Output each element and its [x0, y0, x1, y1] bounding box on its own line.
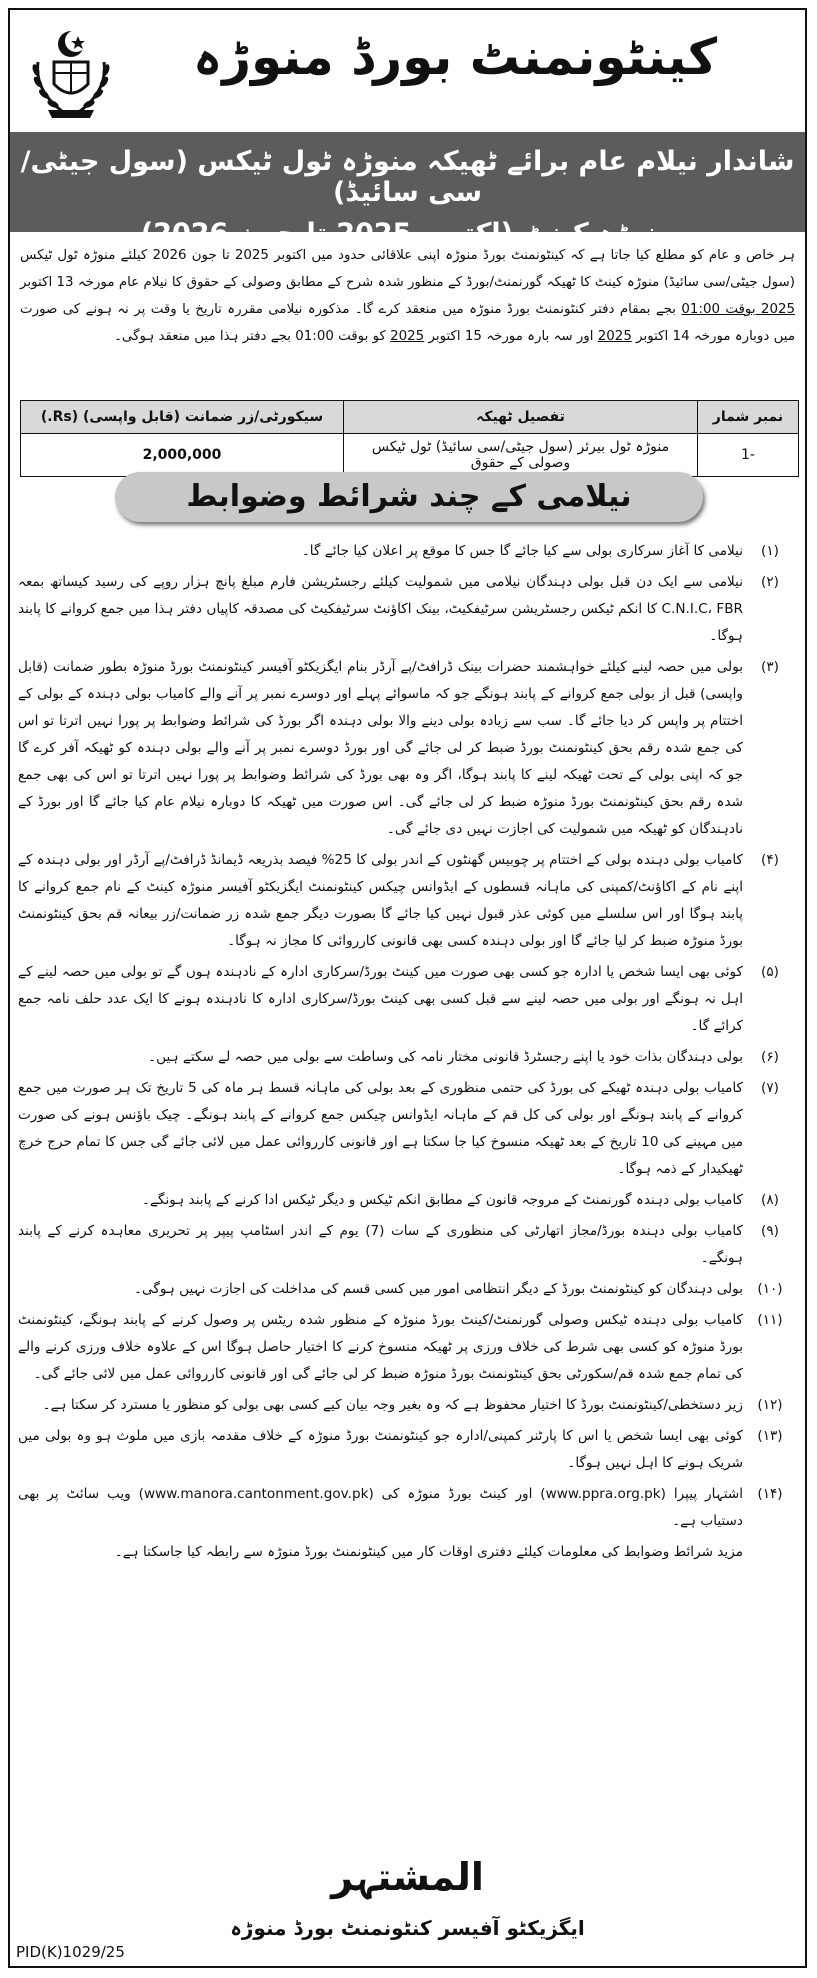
term-item	[18, 959, 797, 1040]
term-item	[18, 1307, 797, 1388]
banner-line-1: شاندار نیلام عام برائے ٹھیکہ منوڑہ ٹول ٹیکس (سول جیٹی/سی سائیڈ)	[20, 146, 795, 208]
auction-banner	[10, 132, 805, 249]
term-item	[18, 1539, 797, 1566]
advertiser-subtitle: ایگزیکٹو آفیسر کنٹونمنٹ بورڈ منوڑہ	[230, 1916, 585, 1940]
term-text: اشتہار پیپرا (www.ppra.org.pk) اور کینٹ بورڈ منوڑہ کی (www.manora.cantonment.gov.pk) ویب سائٹ پر بھی دستیاب ہے۔	[18, 1486, 743, 1529]
term-number: (۱)	[761, 543, 779, 559]
term-item	[18, 1276, 797, 1303]
term-number: (۱۰)	[757, 1281, 783, 1297]
intro-part-4: کو بوقت 01:00 بجے دفتر ہذا میں منعقد ہوگی۔	[114, 329, 386, 344]
term-item	[18, 1218, 797, 1272]
term-number: (۱۴)	[757, 1486, 783, 1502]
col-security: سیکورٹی/زر ضمانت (قابل واپسی) (Rs.)	[21, 401, 344, 434]
term-text: نیلامی سے ایک دن قبل بولی دہندگان نیلامی میں شمولیت کیلئے رجسٹریشن فارم مبلغ پانچ ہزار روپے کی رسید کیساتھ بمعہ C.N.I.C، FBR کا انکم ٹیکس رجسٹریشن سرٹیفکیٹ، بینک اکاؤنٹ سرٹیفکیٹ کی مصدقہ کاپیاں دفتر ہذا میں جمع کروانے کا پابند ہوگا۔	[18, 574, 743, 644]
cell-security-amount: 2,000,000	[21, 434, 344, 477]
header	[10, 10, 805, 132]
term-text: کوئی بھی ایسا شخص یا ادارہ جو کسی بھی صورت میں کینٹ بورڈ/سرکاری ادارہ کے نادہندہ ہوں گے تو بولی میں حصہ لینے کے اہل نہ ہونگے اور بولی میں حصہ لینے سے قبل کسی بھی کینٹ بورڈ/سرکاری ادارہ کا نادہندہ ہونے کا ایک عدد حلف نامہ جمع کرائے گا۔	[18, 964, 743, 1034]
term-number: (۴)	[761, 852, 779, 868]
intro-year-2: 2025	[390, 329, 425, 344]
cell-contract-detail: منوڑہ ٹول بیرئر (سول جیٹی/سی سائیڈ) ٹول ٹیکس وصولی کے حقوق	[344, 434, 698, 477]
term-text: بولی دہندگان کو کینٹونمنٹ بورڈ کے دیگر انتظامی امور میں کسی قسم کی مداخلت کی اجازت نہیں ہوگی۔	[134, 1281, 743, 1297]
term-text: زیر دستخطی/کینٹونمنٹ بورڈ کا اختیار محفوظ ہے کہ وہ بغیر وجہ بیان کیے کسی بھی بولی کو منظور یا مسترد کر سکتا ہے۔	[42, 1397, 743, 1413]
advertiser-title: المشتہر	[331, 1855, 484, 1899]
terms-heading: نیلامی کے چند شرائط وضوابط	[115, 472, 703, 522]
cell-serial: -1	[698, 434, 799, 477]
intro-part-1: ہر خاص و عام کو مطلع کیا جاتا ہے کہ کینٹونمنٹ بورڈ منوڑہ اپنی علاقائی حدود میں اکتوبر 2025 تا جون 2026 کیلئے منوڑہ ٹول ٹیکس (سول جیٹی/سی سائیڈ) منوڑہ کینٹ کا ٹھیکہ گورنمنٹ/بورڈ کے منظور شدہ شرح کے مطابق وصولی کے حقوق کا نیلام عام مورخہ 13 اکتوبر	[20, 248, 795, 290]
term-number: (۶)	[761, 1049, 779, 1065]
banner-line-2: منوڑہ کینٹ (اکتوبر 2025 تا جون 2026)	[140, 218, 675, 249]
terms-list	[18, 538, 797, 1570]
term-number: (۲)	[761, 574, 779, 590]
term-number: (۳)	[761, 659, 779, 675]
col-contract-detail: تفصیل ٹھیکہ	[344, 401, 698, 434]
term-text: کامیاب بولی دہندہ گورنمنٹ کے مروجہ قانون کے مطابق انکم ٹیکس و دیگر ٹیکس ادا کرنے کے پابند ہونگے۔	[142, 1192, 743, 1208]
term-item	[18, 1423, 797, 1477]
intro-paragraph	[20, 242, 795, 350]
crescent-star-emblem-icon	[26, 22, 116, 122]
term-text: بولی دہندگان بذات خود یا اپنے رجسٹرڈ قانونی مختار نامہ کی وساطت سے بولی میں حصہ لے سکتے ہیں۔	[148, 1049, 743, 1065]
table-row	[21, 434, 799, 477]
contract-table	[20, 400, 799, 477]
intro-date-time: 2025 بوقت 01:00	[681, 302, 795, 317]
term-number: (۱۲)	[757, 1397, 783, 1413]
term-item	[18, 1075, 797, 1183]
intro-part-3: اور سہ بارہ مورخہ 15 اکتوبر	[428, 329, 594, 344]
term-text: کامیاب بولی دہندہ بورڈ/مجاز اتھارٹی کی منظوری کے سات (7) یوم کے اندر اسٹامپ پیپر پر تحریری معاہدہ کرنے کے پابند ہونگے۔	[18, 1223, 743, 1266]
col-serial: نمبر شمار	[698, 401, 799, 434]
term-item	[18, 1392, 797, 1419]
term-number: (۱۳)	[757, 1428, 783, 1444]
term-text: نیلامی کا آغاز سرکاری بولی سے کیا جائے گا جس کا موقع پر اعلان کیا جائے گا۔	[301, 543, 743, 559]
term-number: (۱۱)	[757, 1312, 783, 1328]
term-item	[18, 847, 797, 955]
table-header-row	[21, 401, 799, 434]
notice-page	[8, 8, 807, 1968]
term-item	[18, 1481, 797, 1535]
term-text: کوئی بھی ایسا شخص یا اس کا پارٹنر کمپنی/ادارہ جو کینٹونمنٹ بورڈ منوڑہ کے خلاف مقدمہ بازی میں ملوث ہو وہ بولی میں شریک ہونے کا اہل نہیں ہوگا۔	[18, 1428, 743, 1471]
term-number: (۸)	[761, 1192, 779, 1208]
term-item	[18, 1187, 797, 1214]
term-text: کامیاب بولی دہندہ بولی کے اختتام پر چوبیس گھنٹوں کے اندر بولی کا 25% فیصد بذریعہ ڈیمانڈ ڈرافٹ/پے آرڈر اور بولی دہندہ کے اپنے نام کے اکاؤنٹ/کمپنی کی ماہانہ قسطوں کے ایڈوانس چیکس کینٹونمنٹ ایگزیکٹو آفیسر منوڑہ کینٹ کے نام جمع کروانے کا پابند ہوگا اور اس سلسلے میں کوئی عذر قبول نہیں کیا جائے گا بصورت دیگر جمع شدہ زر ضمانت/زر بیعانہ قم بحق کینٹونمنٹ بورڈ منوڑہ ضبط کر لیا جائے گا اور بولی دہندہ کسی بھی قانونی کارروائی کا مجاز نہ ہوگا۔	[18, 852, 744, 949]
term-item	[18, 654, 797, 843]
term-number: (۵)	[761, 964, 779, 980]
pid-number: PID(K)1029/25	[16, 1943, 125, 1961]
intro-part-2: بجے بمقام دفتر کنٹونمنٹ بورڈ منوڑہ میں منعقد کرے گا۔ مذکورہ نیلامی مقررہ تاریخ یا وقت پر نہ ہونے کی صورت میں دوبارہ مورخہ 14 اکتوبر	[20, 302, 795, 344]
term-text: کامیاب بولی دہندہ ٹھیکے کی بورڈ کی حتمی منظوری کے بعد بولی کی ماہانہ قسط ہر ماہ کی 5 تاریخ تک ہر صورت میں جمع کروانے کے پابند ہونگے اور بولی کی کل قم کے ماہانہ ایڈوانس چیکس جمع کروانے کے پابند ہونگے۔ چیک باؤنس ہونے کی صورت میں مہینے کی 10 تاریخ کے بعد ٹھیکہ منسوخ کیا جا سکتا ہے اور قانونی کارروائی عمل میں لائی جائے گی جس کا تمام حرج خرچ ٹھیکیدار کے ذمہ ہوگا۔	[18, 1080, 744, 1177]
term-item	[18, 569, 797, 650]
term-number	[743, 1539, 797, 1566]
intro-year-1: 2025	[597, 329, 632, 344]
board-title: کینٹونمنٹ بورڈ منوڑہ	[192, 28, 718, 86]
term-text: بولی میں حصہ لینے کیلئے خواہشمند حضرات بینک ڈرافٹ/پے آرڈر بنام ایگزیکٹو آفیسر کینٹونمنٹ بورڈ منوڑہ بطور ضمانت (قابل واپسی) قبل از بولی جمع کروانے کے پابند ہونگے جو کہ ماسوائے پہلے اور دوسرے نمبر پر آنے والے کامیاب بولی دہندہ کے بولی کے اختتام پر واپس کر دیا جائے گا۔ سب سے زیادہ بولی دینے والا بولی دہندہ اگر بورڈ کی شرائط وضوابط پر پورا نہیں اترتا تو اس کی جمع شدہ رقم بحق کینٹونمنٹ بورڈ ضبط کر لی جائے گی اور بورڈ دوسرے نمبر پر آنے والے بولی دہندہ کو ٹھیکہ آفر کرے گا جو کہ اپنی بولی کے تحت ٹھیکہ لینے کا پابند ہوگا، اگر وہ بھی بورڈ کی شرائط وضوابط پر پورا نہیں اترتا تو اس کی بھی جمع شدہ رقم بحق کینٹونمنٹ بورڈ منوڑہ ضبط کر لی جائے گی۔ اس صورت میں ٹھیکہ کا دوبارہ نیلام عام کیا جائے گا اور بورڈ کے نادہندگان کو ٹھیکہ میں شمولیت کی اجازت نہیں دی جائے گی۔	[18, 659, 743, 837]
term-number: (۷)	[761, 1080, 779, 1096]
term-item	[18, 538, 797, 565]
term-text: کامیاب بولی دہندہ ٹیکس وصولی گورنمنٹ/کینٹ بورڈ منوڑہ کے منظور شدہ ریٹس پر وصول کرنے کے پابند ہونگے، کینٹونمنٹ بورڈ منوڑہ کو کسی بھی شرط کی خلاف ورزی پر ٹھیکہ منسوخ کرنے کا اختیار حاصل ہوگا اس کے علاوہ خلاف ورزی کرنے والے کی تمام جمع شدہ قم/سکورٹی بحق کینٹونمنٹ بورڈ منوڑہ ضبط کر لی جائے گی اور قانونی کارروائی عمل میں لائی جائے گی۔	[18, 1312, 743, 1382]
term-item	[18, 1044, 797, 1071]
term-number: (۹)	[761, 1223, 779, 1239]
term-text: مزید شرائط وضوابط کی معلومات کیلئے دفتری اوقات کار میں کینٹونمنٹ بورڈ منوڑہ سے رابطہ کیا جاسکتا ہے۔	[114, 1544, 743, 1560]
